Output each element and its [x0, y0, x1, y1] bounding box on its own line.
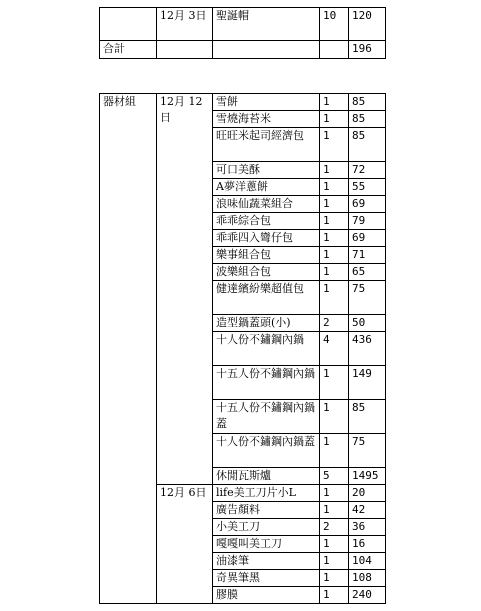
item-cell: 奇異筆黑	[213, 570, 320, 587]
amount-cell: 36	[349, 519, 386, 536]
qty-cell: 1	[320, 162, 349, 179]
item-cell: 小美工刀	[213, 519, 320, 536]
item-cell: 浪味仙蔬菜組合	[213, 196, 320, 213]
total-row	[100, 41, 386, 59]
date-cell	[157, 41, 213, 59]
item-cell: 十五人份不鏽鋼內鍋	[213, 366, 320, 400]
qty-cell: 1	[320, 213, 349, 230]
amount-cell: 436	[349, 332, 386, 366]
equipment-table	[99, 93, 386, 604]
amount-cell: 85	[349, 128, 386, 162]
qty-cell: 1	[320, 247, 349, 264]
item-cell: 十五人份不鏽鋼內鍋蓋	[213, 400, 320, 434]
item-cell: 波樂組合包	[213, 264, 320, 281]
item-cell	[213, 41, 320, 59]
amount-cell: 72	[349, 162, 386, 179]
item-cell: 嘎嘎叫美工刀	[213, 536, 320, 553]
qty-cell: 1	[320, 536, 349, 553]
qty-cell: 1	[320, 570, 349, 587]
item-cell: 聖誕帽	[213, 8, 320, 41]
qty-cell: 1	[320, 179, 349, 196]
qty-cell: 5	[320, 468, 349, 485]
amount-cell: 75	[349, 281, 386, 315]
qty-cell: 1	[320, 196, 349, 213]
amount-cell: 120	[349, 8, 386, 41]
amount-cell: 42	[349, 502, 386, 519]
item-cell: 休閒瓦斯爐	[213, 468, 320, 485]
table-row	[100, 8, 386, 41]
item-cell: 雪餅	[213, 94, 320, 111]
item-cell: 旺旺米起司經濟包	[213, 128, 320, 162]
amount-cell: 16	[349, 536, 386, 553]
amount-cell: 71	[349, 247, 386, 264]
amount-cell: 79	[349, 213, 386, 230]
amount-cell: 85	[349, 400, 386, 434]
item-cell: 乖乖綜合包	[213, 213, 320, 230]
group-cell	[100, 8, 157, 41]
qty-cell: 1	[320, 264, 349, 281]
qty-cell: 1	[320, 502, 349, 519]
total-label: 合計	[100, 41, 157, 59]
qty-cell: 1	[320, 400, 349, 434]
item-cell: 十人份不鏽鋼內鍋蓋	[213, 434, 320, 468]
qty-cell: 1	[320, 230, 349, 247]
qty-cell: 1	[320, 281, 349, 315]
amount-cell: 20	[349, 485, 386, 502]
item-cell: 十人份不鏽鋼內鍋	[213, 332, 320, 366]
amount-cell: 65	[349, 264, 386, 281]
date-cell: 12月 6日	[157, 485, 213, 604]
amount-cell: 108	[349, 570, 386, 587]
group-cell: 器材組	[100, 94, 157, 604]
amount-cell: 149	[349, 366, 386, 400]
amount-cell: 75	[349, 434, 386, 468]
amount-cell: 240	[349, 587, 386, 604]
amount-cell: 69	[349, 230, 386, 247]
item-cell: 油漆筆	[213, 553, 320, 570]
item-cell: 樂事組合包	[213, 247, 320, 264]
item-cell: 乖乖四入彎仔包	[213, 230, 320, 247]
item-cell: 可口美酥	[213, 162, 320, 179]
table-row	[100, 94, 386, 111]
summary-table	[99, 7, 386, 59]
item-cell: life美工刀片小L	[213, 485, 320, 502]
amount-cell: 104	[349, 553, 386, 570]
amount-cell: 1495	[349, 468, 386, 485]
qty-cell: 1	[320, 434, 349, 468]
total-amount: 196	[349, 41, 386, 59]
item-cell: 廣告顏料	[213, 502, 320, 519]
qty-cell: 1	[320, 128, 349, 162]
qty-cell: 1	[320, 553, 349, 570]
amount-cell: 69	[349, 196, 386, 213]
item-cell: 雪燒海苔米	[213, 111, 320, 128]
amount-cell: 55	[349, 179, 386, 196]
qty-cell: 1	[320, 94, 349, 111]
item-cell: 造型鍋蓋頭(小)	[213, 315, 320, 332]
qty-cell: 1	[320, 111, 349, 128]
qty-cell	[320, 41, 349, 59]
qty-cell: 10	[320, 8, 349, 41]
date-cell: 12月 12日	[157, 94, 213, 485]
qty-cell: 1	[320, 366, 349, 400]
date-cell: 12月 3日	[157, 8, 213, 41]
amount-cell: 85	[349, 111, 386, 128]
item-cell: A夢洋蔥餅	[213, 179, 320, 196]
amount-cell: 50	[349, 315, 386, 332]
qty-cell: 4	[320, 332, 349, 366]
qty-cell: 2	[320, 315, 349, 332]
qty-cell: 1	[320, 587, 349, 604]
amount-cell: 85	[349, 94, 386, 111]
item-cell: 膠膜	[213, 587, 320, 604]
qty-cell: 2	[320, 519, 349, 536]
item-cell: 健達繽紛樂超值包	[213, 281, 320, 315]
qty-cell: 1	[320, 485, 349, 502]
